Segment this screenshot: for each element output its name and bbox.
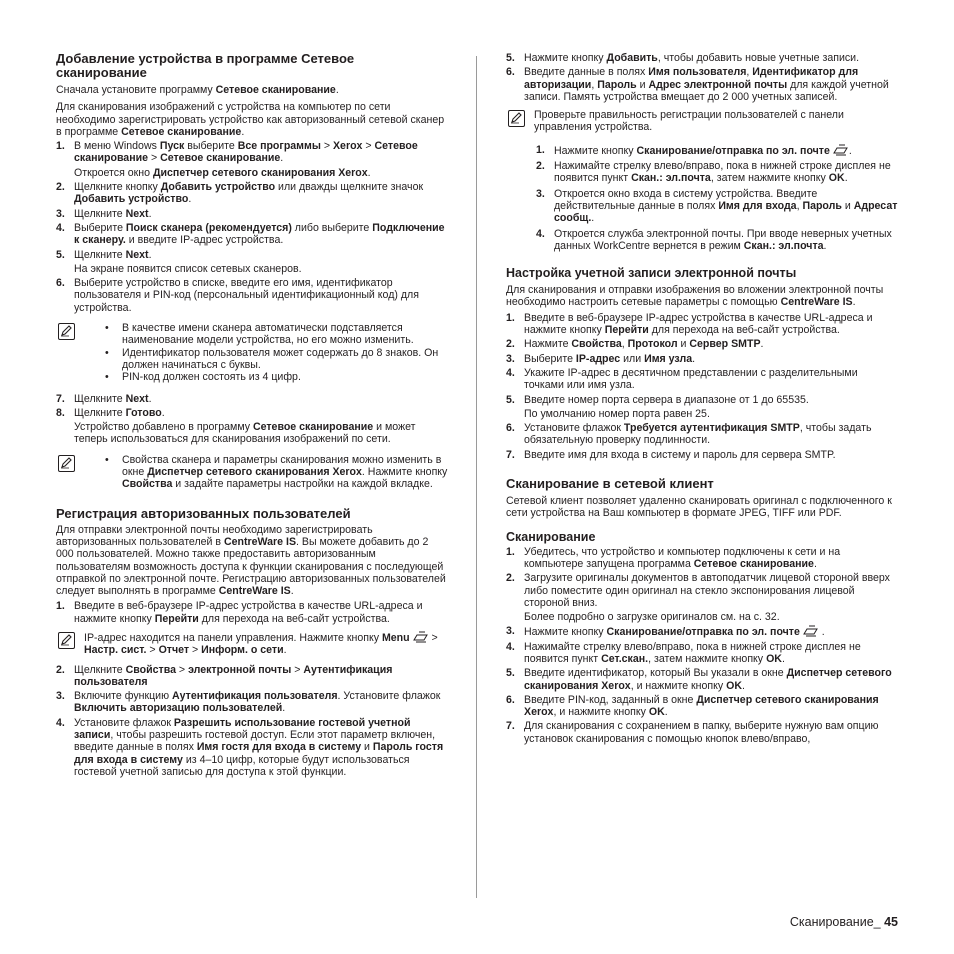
note-bullet: • PIN-код должен состоять из 4 цифр. <box>105 371 448 383</box>
section-title-register-users: Регистрация авторизованных пользователей <box>56 505 351 521</box>
column-divider <box>476 56 477 898</box>
step-item <box>506 667 898 692</box>
step-text: Нажмите кнопку Сканирование/отправка по эл. почте . <box>554 144 852 157</box>
step-text: Щелкните кнопку Добавить устройство или дважды щелкните значок Добавить устройство. <box>74 181 424 206</box>
step-text: Выберите IP-адрес или Имя узла. <box>524 352 696 365</box>
step-item <box>56 664 448 689</box>
step-text: Нажмите кнопку Сканирование/отправка по эл. почте . <box>524 626 825 639</box>
step-number: 4. <box>506 640 515 653</box>
step-number: 7. <box>56 392 65 405</box>
step-number: 1. <box>56 600 65 613</box>
step-number: 3. <box>506 625 515 638</box>
section-title-email-setup: Настройка учетной записи электронной почты <box>506 266 797 281</box>
step-text: Нажимайте стрелку влево/вправо, пока в нижней строке дисплея не появится пункт Сет.скан., затем нажмите кнопку OK. <box>524 640 861 665</box>
step-list <box>506 312 898 461</box>
step-item <box>506 52 898 64</box>
step-text: Откроется окно Диспетчер сетевого сканирования Xerox. <box>74 166 371 179</box>
step-text: Нажмите кнопку Добавить, чтобы добавить новые учетные записи. <box>524 52 860 64</box>
step-text: Введите имя для входа в систему и пароль для сервера SMTP. <box>524 448 836 461</box>
step-item <box>506 694 898 719</box>
step-text: Укажите IP-адрес в десятичном представлении с разделительными точками или имя узла. <box>524 366 858 392</box>
step-item <box>506 625 898 638</box>
step-text: Щелкните Свойства > электронной почты > Аутентификация пользователя <box>74 663 393 688</box>
paragraph: Для отправки электронной почты необходимо зарегистрировать авторизованных пользователей в CentreWare IS. Вы можете добавить до 2 000 пользователей. Можно также предоставить авторизованным пользователям возможность доступа к функции сканирования с последующей отправкой по электронной почте. Регистрацию авторизованных пользователей следует выполнять в программе CentreWare IS. <box>56 523 446 598</box>
step-item <box>56 181 448 206</box>
step-item <box>56 407 448 419</box>
page-footer <box>790 915 898 929</box>
step-number: 2. <box>536 160 545 173</box>
step-number: 4. <box>56 221 65 234</box>
step-text: Включите функцию Аутентификация пользователя. Установите флажок Включить авторизацию пользователей. <box>74 690 441 715</box>
step-text: Убедитесь, что устройство и компьютер подключены к сети и на компьютере запущена программа Сетевое сканирование. <box>524 545 841 570</box>
step-item <box>56 167 448 179</box>
step-item <box>506 572 898 609</box>
paragraph: Для сканирования и отправки изображения во вложении электронной почты необходимо настроить сетевые параметры с помощью CentreWare IS. <box>506 284 884 309</box>
step-item <box>506 611 898 623</box>
step-text: Для сканирования с сохранением в папку, выберите нужную вам опцию установок сканирования с помощью кнопок влево/вправо, <box>524 720 879 745</box>
step-item <box>506 367 898 392</box>
step-text: Установите флажок Требуется аутентификация SMTP, чтобы задать обязательную проверку подлинности. <box>524 422 872 447</box>
step-item <box>506 312 898 337</box>
step-item <box>56 140 448 165</box>
step-list <box>56 393 448 446</box>
step-text: Нажмите Свойства, Протокол и Сервер SMTP. <box>524 338 764 351</box>
step-item <box>506 353 898 365</box>
step-number: 1. <box>506 311 515 324</box>
step-number: 4. <box>56 716 65 729</box>
note-list <box>105 454 448 491</box>
step-item <box>506 546 898 571</box>
note-icon <box>58 323 75 340</box>
note <box>506 109 898 134</box>
footer-section: Сканирование_ <box>789 915 881 929</box>
step-text: Введите PIN-код, заданный в окне Диспетчер сетевого сканирования Xerox, и нажмите кнопку OK. <box>524 693 879 719</box>
step-item <box>506 449 898 461</box>
step-number: 6. <box>56 277 65 290</box>
step-item <box>506 422 898 447</box>
step-number: 6. <box>506 693 515 706</box>
step-text: Щелкните Next. <box>74 392 152 405</box>
note-bullet: • В качестве имени сканера автоматически подставляется наименование модели устройства, но его можно изменить. <box>105 322 448 347</box>
step-number: 2. <box>56 181 65 194</box>
step-text: Введите данные в полях Имя пользователя, Идентификатор для авторизации, Пароль и Адрес электронной почты для каждой учетной записи. Память устройства вмещает до 2 000 учетных записей. <box>524 66 889 103</box>
button-icon <box>833 144 849 156</box>
step-item <box>506 641 898 666</box>
step-text: Введите идентификатор, который Вы указали в окне Диспетчер сетевого сканирования Xerox, и нажмите кнопку OK. <box>524 667 892 692</box>
step-text: Откроется окно входа в систему устройства. Введите действительные данные в полях Имя для входа, Пароль и Адресат сообщ.. <box>554 187 898 225</box>
step-text: Введите в веб-браузере IP-адрес устройства в качестве URL-адреса и нажмите кнопку Перейти для перехода на веб-сайт устройства. <box>74 600 423 625</box>
step-list <box>56 600 448 625</box>
step-item <box>56 263 448 275</box>
step-number: 4. <box>536 227 545 240</box>
step-number: 3. <box>56 690 65 703</box>
step-item <box>536 228 898 253</box>
step-number: 6. <box>506 422 515 435</box>
step-text: Более подробно о загрузке оригиналов см. на с. 32. <box>524 611 780 624</box>
step-item <box>56 277 448 314</box>
paragraph: Сначала установите программу Сетевое сканирование. <box>56 84 339 96</box>
note <box>56 454 448 491</box>
step-item <box>56 717 448 778</box>
step-list <box>506 52 898 103</box>
step-text: На экране появится список сетевых сканеров. <box>74 262 302 275</box>
step-text: Устройство добавлено в программу Сетевое сканирование и может теперь использоваться для сканирования изображений по сети. <box>74 421 416 446</box>
step-item <box>56 690 448 715</box>
note <box>56 631 448 657</box>
step-number: 3. <box>56 207 65 220</box>
note-bullet: • Свойства сканера и параметры сканирования можно изменить в окне Диспетчер сетевого сканирования Xerox. Нажмите кнопку Свойства и задайте параметры настройки на каждой вкладке. <box>105 454 448 491</box>
step-item <box>506 394 898 406</box>
step-text: Загрузите оригиналы документов в автоподатчик лицевой стороной вверх либо поместите один оригинал на стекло экспонирования лицевой стороной вниз. <box>524 572 890 609</box>
step-list <box>56 664 448 779</box>
page-number: 45 <box>884 915 898 929</box>
step-item <box>506 66 898 103</box>
step-item <box>56 600 448 625</box>
step-text: Выберите устройство в списке, введите его имя, идентификатор пользователя и PIN-код (персональный идентификационный код) для устройства. <box>74 277 419 314</box>
step-list <box>506 546 898 745</box>
step-number: 5. <box>506 52 515 64</box>
step-number: 2. <box>506 572 515 585</box>
step-list <box>56 140 448 314</box>
step-list <box>536 144 898 252</box>
step-number: 3. <box>506 352 515 365</box>
step-text: Щелкните Next. <box>74 248 152 261</box>
step-number: 6. <box>506 66 515 79</box>
right-column <box>506 52 898 745</box>
section-title-network-client: Сканирование в сетевой клиент <box>506 476 714 492</box>
note-list <box>105 322 448 383</box>
step-number: 1. <box>56 140 65 153</box>
step-item <box>56 393 448 405</box>
step-number: 4. <box>506 366 515 379</box>
step-number: 7. <box>506 720 515 733</box>
step-item <box>506 720 898 745</box>
step-item <box>56 208 448 220</box>
button-icon <box>413 631 429 643</box>
note-text: Проверьте правильность регистрации пользователей с панели управления устройства. <box>534 109 844 134</box>
step-text: Щелкните Next. <box>74 207 152 220</box>
note-icon <box>58 632 75 649</box>
step-number: 1. <box>536 143 545 156</box>
step-item <box>536 160 898 185</box>
note-text: IP-адрес находится на панели управления. Нажмите кнопку Menu > Настр. сист. > Отчет > Информ. о сети. <box>84 631 438 657</box>
step-item <box>56 222 448 247</box>
step-text: Установите флажок Разрешить использование гостевой учетной записи, чтобы разрешить гостевой доступ. Если этот параметр включен, введите данные в полях Имя гостя для входа в систему и Пароль гостя для входа в систему из 4–10 цифр, которые будут использоваться гостевой учетной записью для доступа к этой функции. <box>74 716 444 778</box>
paragraph: Сетевой клиент позволяет удаленно сканировать оригинал с подключенного к сети устройства на Ваш компьютер в формате JPEG, TIFF или PDF. <box>506 495 892 520</box>
step-item <box>536 144 898 157</box>
step-number: 5. <box>56 248 65 261</box>
step-number: 1. <box>506 545 515 558</box>
note-bullet: • Идентификатор пользователя может содержать до 8 знаков. Он должен начинаться с буквы. <box>105 347 448 372</box>
step-item <box>56 421 448 446</box>
step-text: В меню Windows Пуск выберите Все программы > Xerox > Сетевое сканирование > Сетевое сканирование. <box>74 140 418 165</box>
step-item <box>56 249 448 261</box>
step-number: 2. <box>56 663 65 676</box>
step-number: 2. <box>506 338 515 351</box>
note-icon <box>58 455 75 472</box>
step-number: 7. <box>506 448 515 461</box>
left-column <box>56 52 448 778</box>
step-text: Введите номер порта сервера в диапазоне от 1 до 65535. <box>524 393 809 406</box>
step-text: Щелкните Готово. <box>74 406 165 419</box>
step-number: 5. <box>506 667 515 680</box>
section-title-add-device: Добавление устройства в программе Сетевое сканирование <box>56 51 355 80</box>
step-number: 5. <box>506 393 515 406</box>
note <box>56 322 448 383</box>
step-number: 8. <box>56 406 65 419</box>
step-text: Откроется служба электронной почты. При вводе неверных учетных данных WorkCentre вернется в режим Скан.: эл.почта. <box>554 227 892 252</box>
step-text: Введите в веб-браузере IP-адрес устройства в качестве URL-адреса и нажмите кнопку Перейти для перехода на веб-сайт устройства. <box>524 311 873 337</box>
paragraph: Для сканирования изображений с устройства на компьютер по сети необходимо зарегистрировать устройство как авторизованный сетевой сканер в программе Сетевое сканирование. <box>56 101 445 138</box>
step-item <box>506 338 898 350</box>
step-text: Нажимайте стрелку влево/вправо, пока в нижней строке дисплея не появится пункт Скан.: эл.почта, затем нажмите кнопку OK. <box>554 160 891 185</box>
step-item <box>536 188 898 225</box>
step-number: 3. <box>536 187 545 200</box>
step-text: Выберите Поиск сканера (рекомендуется) либо выберите Подключение к сканеру. и введите IP-адрес устройства. <box>74 221 445 247</box>
note-icon <box>508 110 525 127</box>
section-title-scanning: Сканирование <box>506 529 596 544</box>
step-text: По умолчанию номер порта равен 25. <box>524 407 710 420</box>
button-icon <box>803 625 819 637</box>
step-item <box>506 408 898 420</box>
